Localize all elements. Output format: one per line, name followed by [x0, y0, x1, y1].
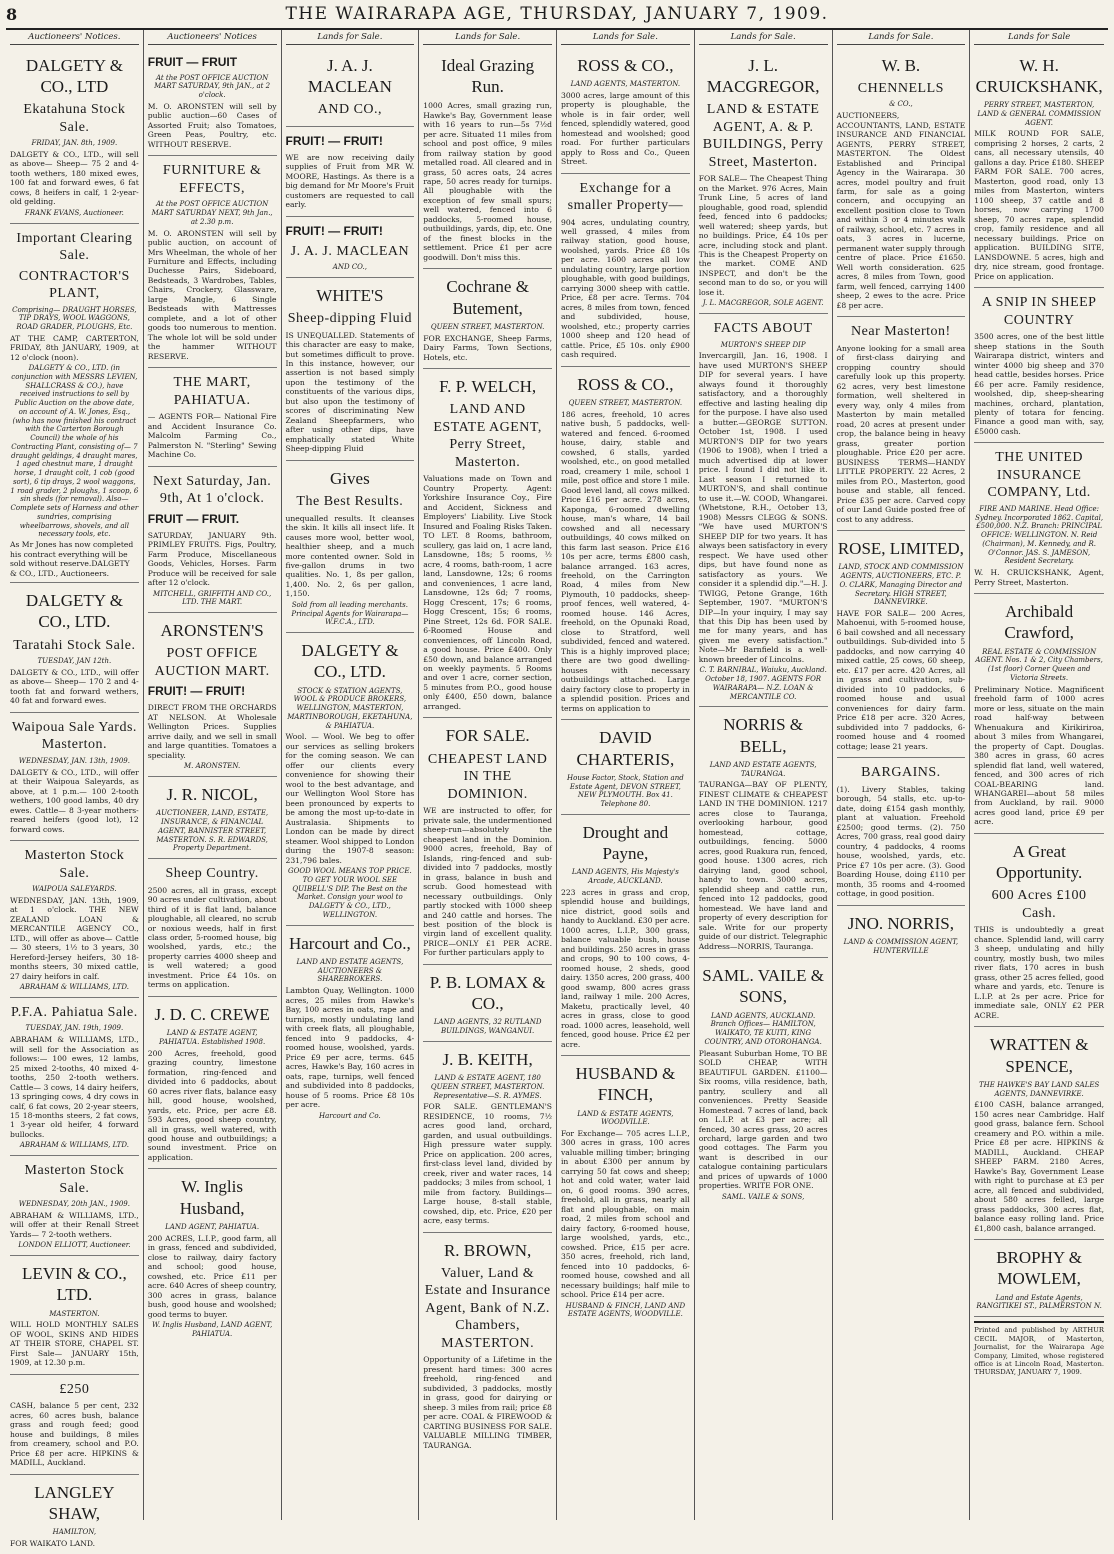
ad-heading: LANGLEY SHAW,	[34, 1482, 115, 1523]
advertisement	[10, 48, 139, 224]
ad-body: WEDNESDAY, JAN. 13th, 1909, at 1 o'clock. THE NEW ZEALAND LOAN & MERCANTILE AGENCY CO., LTD., will offer as above— Cattle— 30 steers, 1½ to 3 years, 30 Hereford-Jersey heifers, 30 18-months steers, 30 mixed cattle, 27 dairy heifors in calf.	[10, 895, 139, 981]
ad-body: DIRECT FROM THE ORCHARDS AT NELSON. At Wholesale Wellington Prices. Supplies arrive daily, and we sell in small and large quantities. Tomatoes a speciality.	[147, 703, 277, 760]
ad-title: Taratahi Stock Sale.	[13, 637, 136, 653]
ad-body: Lambton Quay, Wellington. 1000 acres, 25 miles from Hawke's Bay, 100 acres in oats, rape and turnips, mostly undulating land with creek flats, all ploughable, fenced into 9 paddocks, 4-roomed house, woolshed, yards. Price £9 per acre, terms. 645 acres, Hawke's Bay, 160 acres in oats, rape, turnips, well fenced and subdivided into 8 paddocks, house of 5 rooms. Price £8 10s per acre.	[285, 986, 415, 1110]
advertisement	[974, 1027, 1104, 1240]
ad-heading: FOR SALE.	[445, 726, 530, 746]
advertisement	[148, 997, 277, 1170]
advertisement	[10, 1475, 139, 1554]
ad-title: Next Saturday, Jan. 9th, At 1 o'clock.	[153, 473, 272, 507]
advertisement	[837, 317, 966, 531]
ad-title: A SNIP IN SHEEP COUNTRY	[981, 295, 1097, 328]
advertisement	[10, 224, 139, 584]
ad-title: LAND & ESTATE AGENT, A. & P. BUILDINGS, Perry Street, Masterton.	[702, 102, 824, 170]
ad-signature: W. Inglis Husband, LAND AGENT, PAHIATUA.	[152, 1321, 273, 1338]
advertisement	[699, 958, 828, 1207]
ad-subtitle: LAND AND ESTATE AGENTS, AUCTIONEERS & SHAREBROKERS.	[296, 957, 404, 984]
column-5	[557, 30, 695, 1520]
ad-body: Opportunity of a Lifetime in the present hard times: 300 acres freehold, ring-fenced and subdivided, 3 paddocks, mostly in grass, good for dairying or sheep. 3 miles from rail; price £8 per acre. COAL & FIREWOOD & CARTING BUSINESS FOR SALE. VALUABLE MILLING TIMBER, TAURANGA.	[423, 1355, 552, 1450]
ad-body: 186 acres, freehold, 10 acres native bush, 5 paddocks, well-watered and fenced. 6-roomed house, dairy, stable and cowshed, 6 stalls, yarded woolshed, etc., on good metalled road, creamery 1 mile, school 1 mile, post office and store 1 mile. Good level land, all cows milked. Price £16 per acre. 278 acres, Kaponga, 6-roomed dwelling house, man's whare, 14 bail cowshed and all necessary outbuildings, 40 cows milked on this farm last season. Price £16 10s per acre, terms £800 cash, balance arranged. 163 acres, freehold, on the Carrington Road, 4 miles from New Plymouth, 10 paddocks, sheep-proof fences, well watered, 4-roomed house. 146 Acres, freehold, on the Opunaki Road, close to Stratford, well subdivided, fenced and watered. This is a highly improved place; there are two good dwelling-houses with necessary outbuildings attached. Large dairy factory close to property in a splendid position. Prices and terms on application to	[561, 409, 690, 713]
columns-container	[6, 30, 1108, 1548]
ad-subtitle: FRUIT — FRUIT.	[147, 511, 240, 526]
advertisement	[286, 926, 415, 1126]
ad-subtitle: WEDNESDAY, 20th JAN., 1909.	[18, 1200, 130, 1209]
ad-subtitle: TUESDAY, JAN. 19th, 1909.	[25, 1024, 124, 1033]
column-1	[6, 30, 144, 1548]
advertisement	[148, 1169, 277, 1343]
ad-subtitle: STOCK & STATION AGENTS, WOOL & PRODUCE BROKERS, WELLINGTON, MASTERTON, MARTINBOROUGH, EKETAHUNA, & PAHIATUA.	[287, 686, 413, 730]
advertisement	[561, 48, 690, 174]
ad-heading: ROSS & CO.,	[577, 374, 674, 394]
advertisement	[148, 48, 277, 157]
advertisement	[561, 815, 690, 1056]
column-7	[833, 30, 971, 1520]
ad-heading: HUSBAND & FINCH,	[575, 1064, 676, 1105]
advertisement	[286, 217, 415, 278]
ad-body: For Exchange— 705 acres L.I.P., 300 acres in grass, 100 acres valuable milling timber; bringing in about £300 per annum by carrying 50 fat cows and sheep; hot and cold water, water laid on, 6 good rooms. 390 acres, freehold, all in grass, nearly all flat and ploughable, on main road, 2 miles from school and dairy factory, 6-roomed house, large woolshed, yards, etc., cowshed. Price, £15 per acre. 350 acres, freehold, rich land, fenced into 10 paddocks, 6-roomed house, cowshed and all necessary buildings; half mile to school. Price £14 per acre.	[561, 1129, 690, 1300]
ad-heading: BROPHY & MOWLEM,	[996, 1248, 1083, 1289]
ad-heading: FRUIT! — FRUIT!	[285, 133, 383, 148]
undefined: DALGETY & CO., LTD., Auctioneers.	[10, 559, 130, 578]
ad-heading: J. B. KEITH,	[442, 1049, 533, 1069]
ad-subtitle: REAL ESTATE & COMMISSION AGENT. Nos. 1 & 2, City Chambers, (1st floor) Corner Queen and Victoria Streets.	[975, 647, 1103, 682]
ad-title: P.F.A. Pahiatua Sale.	[10, 1004, 138, 1020]
ad-body: IS UNEQUALLED. Statements of this character are easy to make, but sometimes difficult to prove. In this instance, however, our assertion is not based simply upon the testimony of the constituents of the various dips, but also upon the testimony of scores of discriminating New Zealand Sheepfarmers, who after using other dips, have emphatically stated White Sheep-dipping Fluid	[285, 330, 415, 454]
ad-subtitle: QUEEN STREET, MASTERTON.	[568, 399, 683, 408]
ad-body: (1). Livery Stables, taking borough, 54 stalls, etc. up-to-date, doing £154 gash monthly, plant at valuation. Freehold £2500; good terms. (2). 750 Acres, 700 grass, real good dairy country, 4 paddocks, 4 rooms house, woolshed, yards, etc. Price £7 10s per acre. (3). Good Boarding House, doing £110 per month, 35 rooms and 4-roomed cottage, in good position.	[836, 784, 966, 899]
column-3	[282, 30, 420, 1520]
ad-signature: MITCHELL, GRIFFITH AND CO., LTD. THE MART.	[153, 589, 272, 607]
ad-heading: JNO. NORRIS,	[847, 913, 955, 933]
ad-body: unequalled results. It cleanses the skin. It kills all insect life. It causes more wool, better wool, healthier sheep, and a much more contented owner. Sold in five-gallon drums in two qualities. No. 1, 8s per gallon, 1,400. No. 2, 6s per gallon, 1,150.	[285, 513, 415, 599]
ad-title: Sheep Country.	[165, 866, 259, 882]
advertisement	[699, 314, 828, 707]
ad-subtitle: LAND AGENT, PAHIATUA.	[165, 1222, 260, 1231]
advertisement	[148, 368, 277, 466]
imprint-footer: Printed and published by ARTHUR CECIL MAJOR, of Masterton, Journalist, for the Wairarapa Age Company, Limited, whose registered office is at Lincoln Road, Masterton. THURSDAY, JANUARY 7, 1909.	[974, 1321, 1104, 1377]
advertisement	[423, 965, 552, 1042]
ad-heading: SAML. VAILE & SONS,	[702, 966, 824, 1007]
ad-body: MILK ROUND FOR SALE, comprising 2 horses, 2 carts, 2 cans, all necessary utensils, 40 gallons a day. Price £180. SHEEP FARM FOR SALE. 700 acres, Masterton, good road, only 13 miles from Masterton, winters 1100 sheep, 37 cattle and 8 horses, now carrying 1700 sheep, 70 acres rape, splendid crop, family residence and all necessary buildings. Price on application. BUILDING SITE, LANSDOWNE. 5 acres, high and dry, nice stream, good frontage. Price on application.	[974, 129, 1104, 281]
page-number: 8	[6, 4, 18, 24]
ad-signature: DALGETY & CO., LTD. (in conjunction with MESSRS LEVIEN, SHALLCRASS & CO.), have received instructions to sell by Public Auction on the above date, on account of A. W. Jones, Esq., (who has now finished his contract with the Carterton Borough Council) the whole of his Contracting Plant, consisting of— 7 draught geldings, 4 draught mares, 1 aged chestnut mare, 1 draught horse, 1 draught colt, 1 cob (good sort), 6 tip drays, 2 wool waggons, 1 road grader, 2 ploughs, 1 scoop, 6 sin sheds (for removal). Also—Complete sets of Harness and other sundries, comprising wheelbarrows, shovels, and all necessary tools, etc.	[10, 364, 139, 539]
ad-signature: Sold from all leading merchants. Principal Agents for Wairarapa— W.F.C.A., LTD.	[291, 600, 409, 627]
advertisement	[148, 777, 277, 859]
advertisement	[423, 269, 552, 369]
ad-title: Valuer, Land & Estate and Insurance Agent, Bank of N.Z. Chambers, MASTERTON.	[424, 1265, 551, 1351]
advertisement	[10, 713, 139, 841]
column-heading: Lands for Sale.	[423, 30, 552, 45]
advertisement	[837, 531, 966, 758]
advertisement	[148, 467, 277, 613]
advertisement	[561, 720, 690, 815]
ad-body: DALGETY & CO., LTD., will offer as above— Sheep— 170 2 and 4-tooth fat and forward wethers, 40 fat and forward ewes.	[10, 667, 139, 706]
ad-title: Exchange for a smaller Property—	[567, 180, 684, 213]
ad-subtitle: LAND AGENTS, MASTERTON.	[570, 79, 681, 88]
ad-subtitle: FRIDAY, JAN. 8th, 1909.	[31, 139, 118, 148]
ad-subtitle: LAND AND ESTATE AGENTS, TAURANGA.	[709, 760, 817, 778]
ad-title: LAND AND ESTATE AGENT, Perry Street, Masterton.	[433, 402, 542, 470]
ad-title: FRUIT — FRUIT	[147, 54, 238, 69]
ad-body: 3500 acres, one of the best little sheep stations in the South Wairarapa district, winters and winter 4000 big sheep and 370 head cattle, besides horses. Price £6 per acre. Family residence, woolshed, dip, sheep-shearing machines, orchard, plantation, plenty of totara for fencing. Finance a good man with, say, £5000 cash.	[974, 332, 1104, 436]
ad-body: Preliminary Notice. Magnificent freehold farm of 1000 acres more or less, situate on the main road half-way between Whenuakura and Kirikiriroa, about 3 miles from Whangarei, the property of Capt. Douglas. 380 acres in grass, 60 acres splendid flat land, well watered, fenced, and 300 acres of rich COAL-BEARING land. WHANGAREI—about 58 miles from Auckland, by rail. 9000 acres good land, price £9 per acre.	[974, 684, 1104, 827]
ad-heading: ROSS & CO.,	[577, 55, 674, 75]
advertisement	[974, 288, 1104, 443]
advertisement	[837, 48, 966, 318]
advertisement	[974, 834, 1104, 1027]
ad-signature: SAML. VAILE & SONS,	[721, 1192, 805, 1201]
advertisement	[10, 841, 139, 998]
advertisement	[974, 1240, 1104, 1317]
advertisement	[10, 1256, 139, 1375]
ad-subtitle: LAND & ESTATE AGENTS, WOODVILLE.	[577, 1109, 674, 1127]
ad-subtitle: HAMILTON,	[52, 1528, 97, 1537]
ad-subtitle: LAND, STOCK AND COMMISSION AGENTS, AUCTIONEERS, ETC. P. O. CLARK, Managing Director and Secretary. HIGH STREET, DANNEVIRKE.	[838, 563, 964, 607]
ad-body: Anyone looking for a small area of first-class dairying and cropping country should carefully look up this property. 62 acres, very best limestone formation, well sheltered in every way, only 4 miles from Masterton by main metalled road, 20 acres at present under crop, the balance being in heavy grass, greater portion ploughable. Price £20 per acre. BUSINESS TERMS—HANDY LITTLE PROPERTY. 22 Acres, 2 miles from P.O., Masterton, good house and stable, all fenced. Price £35 per acre. Carved copy of our Land Guide posted free of cost to any address.	[836, 343, 966, 524]
ad-heading: ROSE, LIMITED,	[837, 539, 964, 558]
ad-title: CHEAPEST LAND IN THE DOMINION.	[427, 751, 548, 802]
advertisement	[561, 1056, 690, 1324]
ad-heading: Harcourt and Co.,	[288, 933, 411, 953]
ad-heading: Cochrane & Butement,	[446, 277, 529, 318]
ad-heading: Drought and Payne,	[582, 822, 669, 864]
ad-body: FOR EXCHANGE, Sheep Farms, Dairy Farms, Town Sections, Hotels, etc.	[423, 333, 552, 362]
ad-subtitle: Land and Estate Agents, RANGITIKEI ST., PALMERSTON N.	[976, 1293, 1102, 1311]
advertisement	[148, 859, 277, 997]
ad-body: FOR SALE— The Cheapest Thing on the Market. 976 Acres, Main Trunk Line, 5 acres of land ploughable, good road, splendid feed, fenced into 6 paddocks; well watered; sheep yards, but no buildings. Price, £4 10s per acre, including stock and plant. This is the Cheapest Property on the market. COME AND INSPECT, and don't be the second man to do so, or you will lose it.	[698, 174, 828, 297]
column-heading: Auctioneers' Notices.	[10, 30, 139, 45]
ad-body: 2500 acres, all in grass, except 90 acres under cultivation, about third of it is flat land, balance ploughable, all cleared, no scrub or noxious weeds, half in first class order, 5-roomed house, big woolshed, yards, etc.; the property carries 4000 sheep and is well watered; a good investment. Price £4 10s. on terms on application.	[147, 885, 277, 990]
column-heading: Lands for Sale	[974, 30, 1104, 45]
ad-body: FOR SALE. GENTLEMAN'S RESIDENCE, 10 rooms, 7½ acres good land, orchard, garden, and usual outbuildings. High pressure water supply. Price on application. 200 acres, first-class level land, divided by creek, river and water races, 14 paddocks; 3 miles from school, 1 mile from factory. Buildings—Large house, 8-stall stable, cowshed, dip, etc. Price, £20 per acre, easy terms.	[423, 1102, 552, 1226]
ad-body: Pleasant Suburban Home, TO BE SOLD CHEAP, WITH BEAUTIFUL GARDEN. £1100—Six rooms, villa residence, bath, pantry, scullery and all conveniences. Pretty Seaside Homestead. 7 acres of land, back on L.I.P. at £3 per acre; all fenced, 30 acres grass, 20 acres orchard, large garden and two good cottages. The Farm you want is described in our catalogue containing particulars and prices of upwards of 1000 properties. WRITE FOR ONE.	[698, 1048, 828, 1191]
ad-body: ABRAHAM & WILLIAMS, LTD., will sell for the Association as follows:— 100 ewes, 12 lambs, 25 mixed 2-tooths, 40 mixed 4-tooths, 250 2-tooth wethers. Cattle— 3 cows, 14 dairy heifers, 13 springing cows, 4 dry cows in calf, 6 fat cows, 20 2-year steers, 15 18-months steers, 2 fat cows, 1 3-year old heifer, 4 forward bullocks.	[10, 1035, 139, 1139]
ad-title: £250	[59, 1381, 90, 1397]
ad-title: Masterton Stock Sale.	[24, 848, 125, 881]
ad-subtitle: Comprising— DRAUGHT HORSES, TIP DRAYS, WOOL WAGGONS, ROAD GRADER, PLOUGHS, Etc.	[12, 305, 137, 332]
ad-body: TAURANGA—BAY OF PLENTY, FINEST CLIMATE & CHEAPEST LAND IN THE DOMINION. 1217 acres close to Tauranga, overlooking harbour, good homestead, cottage, outbuildings, fencing. 5000 acres, good Ruakura run, fenced, good house. 1300 acres, rich dairying land, good school, handy to town. 3000 acres, splendid sheep and cattle run, fenced into 12 paddocks, good homestead. We have land and property of every description for sale. Write for our property guide of our district. Telegraphic Address—NORRIS, Tauranga.	[698, 780, 828, 951]
column-8	[970, 30, 1108, 1520]
ad-body: AT THE CAMP, CARTERTON, FRIDAY, 8th JANUARY, 1909, at 12 o'clock (noon).	[10, 333, 139, 362]
ad-subtitle: PERRY STREET, MASTERTON, LAND & GENERAL COMMISSION AGENT.	[977, 101, 1101, 127]
ad-heading: J. L. MACGREGOR,	[706, 55, 820, 96]
ad-title: The Best Results.	[296, 494, 404, 510]
column-2	[144, 30, 282, 1520]
ad-subtitle: LAND AGENTS, AUCKLAND. Branch Offices— HAMILTON, WAIKATO, TE KUITI, KING COUNTRY, AND OTOROHANGA.	[704, 1011, 822, 1046]
advertisement	[10, 583, 139, 713]
ad-signature: ABRAHAM & WILLIAMS, LTD.	[19, 1141, 129, 1150]
advertisement	[699, 707, 828, 958]
ad-heading: W. B.	[881, 55, 921, 75]
ad-subtitle: WEDNESDAY, JAN. 13th, 1909.	[18, 756, 130, 765]
advertisement	[10, 998, 139, 1156]
ad-body: Valuations made on Town and Country Property. Agent: Yorkshire Insurance Coy., Fire and Accident, Sickness and Employers' Liability. Live Stock Insured and Foaling Risks Taken. TO LET. 8 Rooms, bathroom, scullery, gas laid on, 1 acre land, Lansdowne, 18s; 5 rooms, ½ acre, 4 rooms, bath-room, 1 acre land, Lansdowne, 12s; 6 rooms and conveniences, 1 acre land, Lansdowne, 12s 6d; 7 rooms, Hogg Crescent, 17s; 6 rooms, Hogg Crescent, 15s; 6 rooms, Pine Street, 12s 6d. FOR SALE. 6-Roomed House and conveniences, off Lincoln Road, a good house. Price £400. Only £50 down, and balance arranged on weekly payments. 5 Rooms and over 1 acre, corner section, 5 minutes from P.O., good house only £400, £50 down, balance arranged.	[423, 474, 552, 711]
ad-signature: ABRAHAM & WILLIAMS, LTD.	[19, 983, 129, 992]
ad-heading: NORRIS & BELL,	[723, 715, 804, 756]
ad-title: AND CO.,	[317, 102, 383, 118]
ad-body: 200 Acres, freehold, good grazing country, limestone formation, ring-fenced and divided into 6 paddocks, about 60 acres river flats, balance easy hill, good house, woolshed, yards, etc. Price, per acre £8. 593 Acres, good sheep country, all in grass, well watered, with good house and outbuildings; a sound investment. Price on application.	[147, 1048, 277, 1162]
ad-heading: W. Inglis Husband,	[179, 1177, 245, 1218]
advertisement	[974, 443, 1104, 594]
advertisement	[974, 48, 1104, 289]
advertisement	[423, 1042, 552, 1233]
ad-subtitle: LAND AGENTS, His Majesty's Arcade, AUCKLAND.	[571, 868, 679, 886]
ad-title: CHENNELLS	[857, 80, 944, 96]
ad-signature: GOOD WOOL MEANS TOP PRICE. TO GET YOUR WOOL SEE QUIBELL'S DIP. The Best on the Market. Consign your wool to DALGETY & CO., LTD., WELLINGTON.	[288, 867, 412, 919]
ad-body: WE are instructed to offer, for private sale, the undermentioned sheep-run—absolutely the cheapest land in the Dominion. 9000 acres, freehold, Bay of Islands, ring-fenced and sub-divided into 7 paddocks, mostly in grass, balance in bush and scrub. Good homestead with necessary outbuildings. Only partly stocked with 1000 sheep and 240 cattle and horses. The best position of the block is virgin land of excellent quality. PRICE—ONLY £1 PER ACRE. For further particulars apply to	[423, 806, 552, 958]
ad-body: 200 ACRES, L.I.P., good farm, all in grass, fenced and subdivided, close to railway, dairy factory and school; good house, cowshed, etc. Price £11 per acre. 640 Acres of sheep country, 300 acres in grass, balance bush, good house and woolshed; good terms to buyer.	[147, 1233, 277, 1319]
ad-subtitle: LAND & ESTATE AGENT, PAHIATUA. Established 1908.	[159, 1029, 266, 1046]
ad-body: — AGENTS FOR— National Fire and Accident Insurance Co. Malcolm Farming Co., Palmerston N. "Sterling" Sewing Machine Co.	[147, 412, 277, 460]
ad-subtitle: & CO.,	[889, 100, 913, 109]
ad-title: Waipoua Sale Yards. Masterton.	[11, 719, 137, 753]
masthead	[6, 0, 1108, 30]
ad-body: 1000 Acres, small grazing run, Hawke's Bay, Government lease with 16 years to run—5s 7½d per acre. Situated 11 miles from school and post office, 9 miles from railway station by good metalled road. All cleared and in grass, 50 acres oats, 24 acres rape, 50 acres ready for turnips. All ploughable with the exception of few small spurs; well watered, fenced into 6 paddocks, 5-roomed house, outbuildings, yards, dip, etc. One of the finest blocks in the settlement. Price £1 per acre goodwill. Don't miss this.	[423, 101, 552, 262]
ad-title: FACTS ABOUT	[713, 321, 813, 337]
ad-subtitle: House Factor, Stock, Station and Estate Agent, DEVON STREET, NEW PLYMOUTH. Box 41. Telephone 80.	[567, 773, 684, 809]
column-heading: Lands for Sale.	[699, 30, 828, 45]
ad-heading: W. H. CRUICKSHANK,	[975, 55, 1103, 96]
ad-signature: J. L. MACGREGOR, SOLE AGENT.	[702, 299, 824, 308]
ad-heading: J. D. C. CREWE	[154, 1004, 270, 1024]
ad-body: 904 acres, undulating country, well grassed, 4 miles from railway station, good house, woolshed, yards. Price £8 10s per acre. 1600 acres all low undulating country, large portion ploughable, with good buildings, carrying 3000 sheep with cattle. Price, £8 per acre. Terms. 704 acres, 8 miles from town, fenced and subdivided, house, woolshed, etc.; property carries 1000 sheep and 120 head of cattle. Price, £5 10s. only £900 cash required.	[561, 217, 690, 360]
advertisement	[699, 48, 828, 315]
ad-heading: Important Clearing Sale.	[16, 230, 133, 264]
ad-title: POST OFFICE AUCTION MART.	[154, 646, 270, 679]
ad-subtitle: LAND & COMMISSION AGENT, HUNTERVILLE	[843, 937, 959, 955]
ad-subtitle: FRUIT! — FRUIT!	[147, 684, 246, 699]
ad-heading: Ideal Grazing Run.	[441, 55, 535, 96]
newspaper-title: THE WAIRARAPA AGE, THURSDAY, JANUARY 7, 1909.	[285, 4, 829, 24]
ad-heading: DALGETY & CO., LTD.	[25, 591, 123, 632]
ad-title: J. A. J. MACLEAN	[290, 243, 410, 259]
advertisement	[10, 1375, 139, 1475]
ad-heading: J. A. J. MACLEAN	[307, 55, 392, 96]
ad-subtitle: MURTON'S SHEEP DIP	[720, 340, 806, 349]
advertisement	[837, 758, 966, 905]
ad-heading: FRUIT! — FRUIT!	[285, 223, 383, 238]
ad-heading: P. B. LOMAX & CO.,	[429, 972, 546, 1014]
ad-signature: FRANK EVANS, Auctioneer.	[24, 208, 124, 217]
column-heading: Lands for Sale.	[286, 30, 415, 45]
ad-subtitle: THE HAWKE'S BAY LAND SALES AGENTS, DANNEVIRKE.	[978, 1080, 1100, 1098]
ad-body: £100 CASH, balance arranged, 150 acres near Cambridge. Half good grass, balance fern. School creamery and P.O. within a mile. Price £8 per acre. HIPKINS & MADILL, Auckland. CHEAP SHEEP FARM. 2180 Acres, Hawke's Bay, Government Lease with right to purchase at £3 per acre, all fenced and subdivided, about 580 acres felled, large grass paddocks, 300 acres flat, balance easy rolling land. Price £1,800 cash, balance arranged.	[974, 1100, 1104, 1233]
ad-heading: WRATTEN & SPENCE,	[989, 1035, 1089, 1076]
ad-body: 223 acres in grass and crop, splendid house and buildings, nice district, good soils and handy to Auckland. £30 per acre. 1000 acres, L.I.P., 300 grass, balance valuable bush, house and buildings. 250 acres in grass and crops, 90 to 100 cows, 4-roomed house, 2 sheds, good dairy. 1350 acres, 200 grass, 400 good swamp, 800 acres grass land, railway 1 mile. 200 Acres, Maketu, practically level, 40 acres in grass, close to good road. 1000 acres, leasehold, well fenced, good house. Price £2 per acre.	[561, 887, 690, 1049]
ad-subtitle: MASTERTON.	[49, 1309, 100, 1318]
advertisement	[561, 367, 690, 721]
ad-subtitle: FIRE AND MARINE. Head Office: Sydney. Incorporated 1862. Capital, £500,000. N.Z. Branch: PRINCIPAL OFFICE: WELLINGTON. N. Reid (Chairman), M. Kennedy, and R. O'Connor. JAS. S. JAMESON, Resident Secretary.	[975, 504, 1104, 566]
advertisement	[286, 633, 415, 926]
ad-body: SATURDAY, JANUARY 9th. PRIMLEY FRUITS. Figs, Poultry, Farm Produce, Miscellaneous Goods, Vehicles, Horses. Farm Produce will be received for sale after 12 o'clock.	[147, 530, 277, 588]
advertisement	[286, 278, 415, 461]
ad-heading: THE UNITED INSURANCE COMPANY, Ltd.	[987, 450, 1091, 501]
column-heading: Lands for Sale.	[837, 30, 966, 45]
ad-body: Invercargill, Jan. 16, 1908. I have used MURTON'S SHEEP DIP for several years. I have always found it thoroughly satisfactory, and a thoroughly effective and lasting healing dip for the purpose. I have also used a butter.—GEORGE SUTTON. October 1st, 1908. I used MURTON'S DIP for two years (1906 to 1908), when I tried a much advertised dip at lower price. I found I did not like it. Last season I returned to MURTON'S, and shall continue to use it.—W. COOD, Whangarei. (Whetstone, R.H., October 13, 1908) Messrs CLEGG & SONS. "We have used MURTON'S SHEEP DIP for two years. It has always been satisfactory in every respect. We have used other dips, but have found none as satisfactory as yours. We consider it a splendid dip."—H. J. TWIGG, Petone Grange, 16th September, 1907. "MURTON'S DIP—In your inquiry, I may say that this Dip has been used by me for many years, and has given me every satisfaction." Note—Mr Barnfield is a well-known breeder of Lincolns.	[698, 351, 828, 664]
ad-signature: Harcourt and Co.	[319, 1111, 381, 1120]
ad-body: HAVE FOR SALE— 200 Acres, Mahoenui, with 5-roomed house, 6 bail cowshed and all necessary outbuildings. Sub-divided into 5 paddocks, and now carrying 40 mixed cattle, 25 cows, 60 sheep, etc. £17 per acre. 420 Acres, all in grass and cultivation, sub-divided into 10 paddocks, 6 roomed house and usual conveniences for dairy farm. Price £18 per acre. 320 Acres, subdivided into 7 paddocks, 6-roomed house and 4 roomed cottage; lease 21 years.	[836, 609, 966, 751]
ad-signature: LONDON ELLIOTT, Auctioneer.	[18, 1241, 131, 1250]
ad-heading: R. BROWN,	[443, 1240, 532, 1260]
advertisement	[423, 369, 552, 718]
ad-title: Sheep-dipping Fluid	[287, 311, 412, 327]
ad-body: CASH, balance 5 per cent, 232 acres, 60 acres bush, balance grass and rough feed; good house and buildings, 8 miles from creamery, school and P.O. Price £8 per acre. HIPKINS & MADILL, Auckland.	[10, 1401, 139, 1468]
column-heading: Auctioneers' Notices	[148, 30, 277, 45]
ad-body: M. O. ARONSTEN will sell by public auction, on account of Mrs Wheelman, the whole of her Furniture and Effects, including Duchesse Pairs, Sideboard, Bedsteads, 3 Wardrobes, Tables, Chairs, Crockery, Glassware, large Mangle, 6 Single Bedsteads with Mattresses complete, and a lot of other goods too numerous to mention. The whole lot will be sold under the hammer WITHOUT RESERVE.	[147, 228, 277, 361]
ad-body: AUCTIONEERS, ACCOUNTANTS, LAND, ESTATE INSURANCE AND FINANCIAL AGENTS, PERRY STREET, MASTERTON. The Oldest Established and Principal Agency in the Wairarapa. 30 acres, model poultry and fruit farm, for sale as a going concern, and occupying an excellent position close to Town and within 3 or 4 minutes walk of railway, school, etc. 7 acres in oats, 3 acres in lucerne, permanent water supply through centre of place. Price £1650. Well worth consideration. 625 acres, 8 miles from Town, good farm, well fenced, carrying 1400 sheep, 2 ewes to the acre. Price £8 per acre.	[836, 111, 966, 310]
ad-title: 600 Acres £100 Cash.	[991, 888, 1087, 921]
column-4	[419, 30, 557, 1520]
ad-heading: DALGETY & CO., LTD	[25, 55, 123, 96]
ad-subtitle: AND CO.,	[332, 263, 367, 272]
ad-body: WE are now receiving daily supplies of Fruit from MR W. MOORE, Hastings. As there is a big demand for Mr Moore's Fruit customers are requested to call early.	[285, 152, 415, 210]
advertisement	[286, 127, 415, 217]
advertisement	[561, 174, 690, 367]
ad-title: FURNITURE & EFFECTS,	[162, 163, 262, 196]
advertisement	[423, 718, 552, 965]
advertisement	[837, 906, 966, 961]
ad-body: THIS is undoubtedly a great chance. Splendid land, will carry 3 sheep, undulating and hilly country, mostly bush, two miles river flats, 170 acres in bush grass, other 25 acres felled, good whare and yards, etc. Tenure is L.I.P. at 2s per acre. Price for immediate sale, ONLY £2 PER ACRE.	[974, 925, 1104, 1020]
ad-body: M. O. ARONSTEN will sell by public auction—60 Cases of Assorted Fruit; also Tomatoes, Green Peas, Poultry, etc. WITHOUT RESERVE.	[147, 101, 277, 149]
ad-subtitle: At the POST OFFICE AUCTION MART SATURDAY NEXT, 9th Jan., at 2.30 p.m.	[151, 200, 273, 226]
ad-subtitle: AUCTIONEER, LAND, ESTATE, INSURANCE, & FINANCIAL AGENT, BANNISTER STREET, MASTERTON. S. R. EDWARDS, Property Department.	[156, 809, 269, 853]
advertisement	[423, 1233, 552, 1457]
ad-heading: Archibald Crawford,	[1004, 602, 1074, 643]
ad-heading: J. R. NICOL,	[166, 785, 258, 805]
undefined: As Mr Jones has now completed his contract everything will be sold without reserve.	[10, 540, 134, 569]
ad-heading: Gives	[330, 468, 370, 488]
ad-subtitle: At the POST OFFICE AUCTION MART SATURDAY, 9th JAN., at 2 o'clock.	[154, 73, 271, 100]
ad-body: DALGETY & CO., LTD., will offer at their Waipoua Saleyards, as above, at 1 p.m.— 100 2-tooth wethers, 100 good lambs, 40 dry ewes. Cattle— 8 3-year mothers-reared heifers (good lot), 12 forward cows.	[10, 767, 139, 834]
ad-heading: DAVID CHARTERIS,	[576, 728, 675, 769]
ad-subtitle: WAIPOUA SALEYARDS.	[32, 885, 117, 893]
ad-title: Masterton Stock Sale.	[24, 1163, 125, 1196]
ad-subtitle: QUEEN STREET, MASTERTON.	[430, 322, 545, 331]
ad-subtitle: LAND & ESTATE AGENT, 180 QUEEN STREET, MASTERTON. Representative—S. R. AYMES.	[430, 1074, 545, 1100]
advertisement	[286, 461, 415, 633]
ad-title: Near Masterton!	[851, 324, 951, 340]
ad-body: 3000 acres, large amount of this property is ploughable, the whole is in fair order, well fenced, splendidly watered, good homestead and woolshed; good road. For further particulars apply to Ross and Co., Queen Street.	[561, 90, 690, 167]
advertisement	[974, 594, 1104, 834]
advertisement	[286, 48, 415, 127]
ad-signature: HUSBAND & FINCH, LAND AND ESTATE AGENTS, WOODVILLE.	[565, 1301, 686, 1319]
ad-title: BARGAINS.	[861, 765, 941, 781]
ad-body: ABRAHAM & WILLIAMS, LTD., will offer at their Renall Street Yards— 7 2-tooth wethers.	[10, 1210, 139, 1239]
ad-body: WILL HOLD MONTHLY SALES OF WOOL, SKINS AND HIDES AT THEIR STORE, CHAPEL ST. First Sale— JANUARY 15th, 1909, at 12.30 p.m.	[10, 1320, 139, 1368]
ad-heading: F. P. WELCH,	[439, 377, 537, 397]
ad-title: THE MART, PAHIATUA.	[173, 375, 251, 408]
column-6	[695, 30, 833, 1520]
ad-body: W. H. CRUICKSHANK, Agent, Perry Street, Masterton.	[974, 568, 1104, 587]
ad-heading: WHITE'S	[316, 285, 384, 305]
ad-heading: A Great Opportunity.	[995, 841, 1083, 883]
ad-heading: ARONSTEN'S	[160, 621, 264, 641]
ad-body: Wool. — Wool. We beg to offer our services as selling brokers for the coming season. We can offer our clients every convenience for showing their wool to the best advantage, and our Wellington Wool Store has been pronounced by experts to be among the most up-to-date in Australasia. Shipments to London can be made by direct steamer. Wool shipped to London during the 1907-8 season: 231,796 bales.	[285, 732, 415, 865]
ad-heading: LEVIN & CO., LTD.	[21, 1264, 127, 1305]
ad-title: Ekatahuna Stock Sale.	[23, 102, 126, 135]
ad-signature: C. T. BARNIBAL, Waiuku, Auckland. October 18, 1907. AGENTS FOR WAIRARAPA— N.Z. LOAN & MERCANTILE CO.	[699, 666, 827, 701]
ad-signature: M. ARONSTEN.	[183, 762, 241, 771]
ad-subtitle: TUESDAY, JAN 12th.	[37, 657, 112, 666]
advertisement	[10, 1156, 139, 1256]
ad-body: FOR WAIKATO LAND.	[10, 1538, 96, 1548]
ad-body: DALGETY & CO., LTD., will sell as above— Sheep— 75 2 and 4-tooth wethers, 180 mixed ewes, 100 fat and forward ewes, 6 fat cows, 8 heifers in calf, 1 2-year-old gelding.	[10, 149, 139, 207]
column-heading: Lands for Sale.	[561, 30, 690, 45]
ad-subtitle: LAND AGENTS, 32 RUTLAND BUILDINGS, WANGANUI.	[433, 1018, 542, 1036]
advertisement	[148, 156, 277, 368]
ad-heading: DALGETY & CO., LTD.	[301, 641, 399, 682]
ad-title: CONTRACTOR'S PLANT,	[18, 268, 130, 302]
advertisement	[148, 613, 277, 777]
advertisement	[423, 48, 552, 270]
